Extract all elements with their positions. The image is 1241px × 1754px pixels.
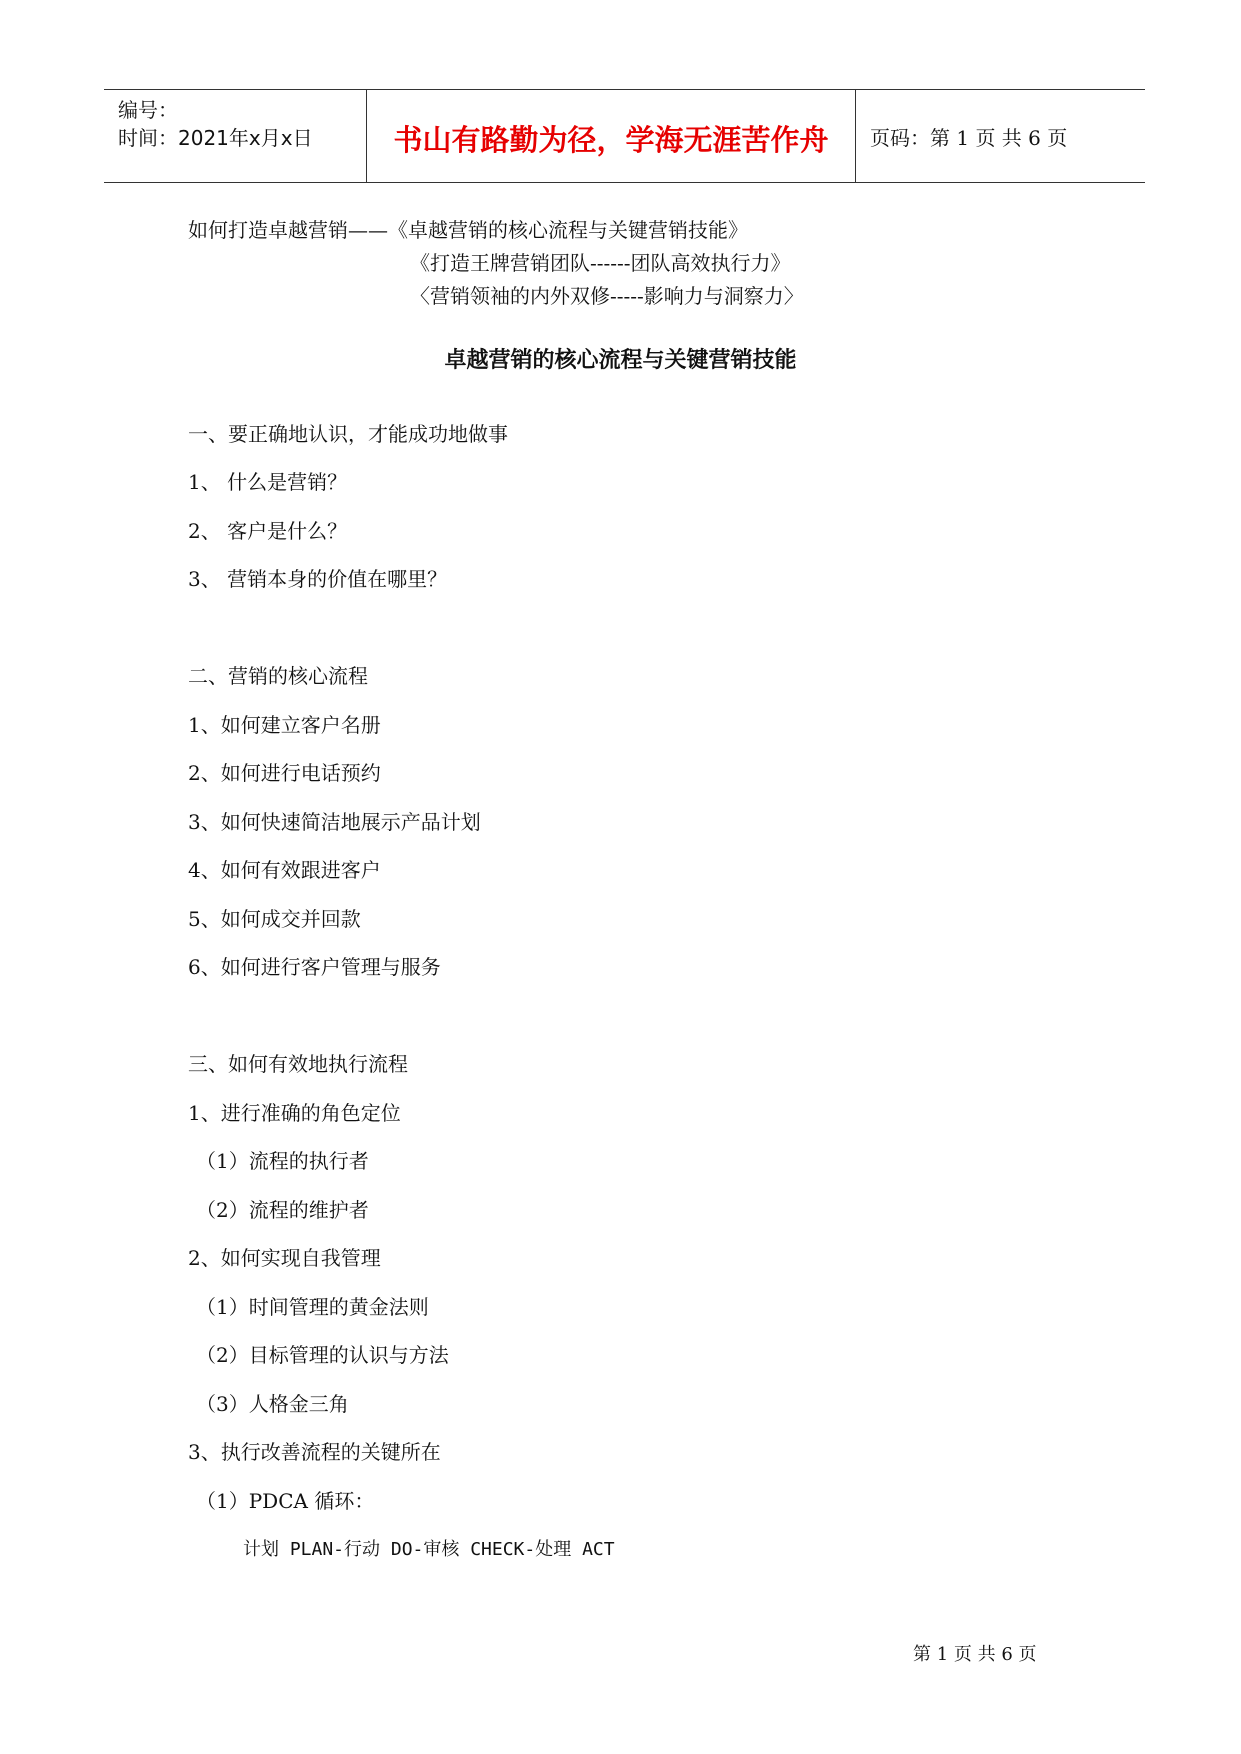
section-heading: 三、如何有效地执行流程 <box>188 1052 408 1076</box>
list-item: （2）目标管理的认识与方法 <box>196 1343 449 1367</box>
list-item: 6、如何进行客户管理与服务 <box>188 955 441 979</box>
header-meta-cell <box>104 90 367 182</box>
list-item: 4、如何有效跟进客户 <box>188 858 381 882</box>
document-number-label: 编号： <box>118 98 178 122</box>
list-item: 3、如何快速简洁地展示产品计划 <box>188 810 481 834</box>
list-item: （2）流程的维护者 <box>196 1198 369 1222</box>
document-time-label: 时间：2021年x月x日 <box>118 126 313 150</box>
list-item: （1）时间管理的黄金法则 <box>196 1295 429 1319</box>
list-item: 2、如何实现自我管理 <box>188 1246 381 1270</box>
document-title: 卓越营销的核心流程与关键营销技能 <box>444 348 797 373</box>
list-item: 1、进行准确的角色定位 <box>188 1101 401 1125</box>
intro-line: 〈营销领袖的内外双修-----影响力与洞察力〉 <box>410 284 804 308</box>
list-item: 3、 营销本身的价值在哪里？ <box>188 567 448 591</box>
header-table <box>104 89 1145 183</box>
page-footer: 第 1 页 共 6 页 <box>913 1644 1037 1665</box>
section-heading: 一、要正确地认识，才能成功地做事 <box>188 422 508 446</box>
list-item: 2、 客户是什么？ <box>188 519 348 543</box>
header-page-cell <box>856 90 1145 182</box>
list-item: 5、如何成交并回款 <box>188 907 361 931</box>
intro-line: 《打造王牌营销团队------团队高效执行力》 <box>410 251 791 275</box>
list-item: 3、执行改善流程的关键所在 <box>188 1440 441 1464</box>
list-item: （1）流程的执行者 <box>196 1149 369 1173</box>
list-item: （1）PDCA 循环： <box>196 1489 375 1513</box>
list-item: 1、如何建立客户名册 <box>188 713 381 737</box>
list-item: （3）人格金三角 <box>196 1392 349 1416</box>
section-heading: 二、营销的核心流程 <box>188 664 368 688</box>
intro-line: 如何打造卓越营销——《卓越营销的核心流程与关键营销技能》 <box>188 218 748 242</box>
list-item: 2、如何进行电话预约 <box>188 761 381 785</box>
pdca-cycle-line: 计划 PLAN-行动 DO-审核 CHECK-处理 ACT <box>243 1539 615 1560</box>
header-motto-cell <box>367 90 856 182</box>
motto-text: 书山有路勤为径，学海无涯苦作舟 <box>393 123 829 157</box>
page-code-label: 页码：第 1 页 共 6 页 <box>870 126 1068 150</box>
list-item: 1、 什么是营销？ <box>188 470 348 494</box>
